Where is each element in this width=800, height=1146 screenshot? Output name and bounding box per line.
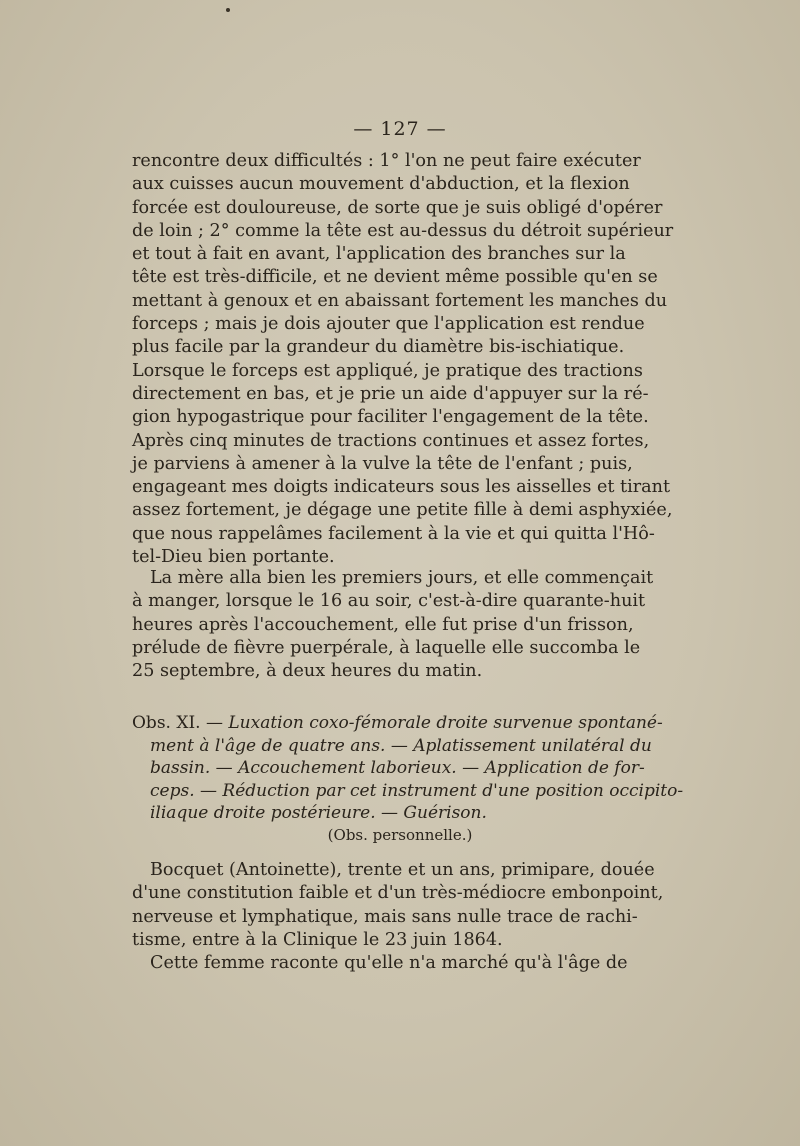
text-line: d'une constitution faible et d'un très-médiocre embonpoint, (132, 883, 664, 904)
observation-title: ment à l'âge de quatre ans. — Aplatissement unilatéral du (150, 735, 652, 756)
text-line: Bocquet (Antoinette), trente et un ans, primipare, douée (150, 860, 655, 880)
observation-title-line (132, 712, 663, 735)
text-line: Cette femme raconte qu'elle n'a marché qu'à l'âge de (150, 953, 628, 974)
observation-label: Obs. XI. — (132, 713, 229, 733)
text-line: à manger, lorsque le 16 au soir, c'est-à-dire quarante-huit (132, 591, 646, 612)
text-line: nerveuse et lymphatique, mais sans nulle trace de rachi- (132, 906, 638, 927)
text-line: gion hypogastrique pour faciliter l'engagement de la tête. (132, 407, 649, 428)
text-line: engageant mes doigts indicateurs sous les aisselles et tirant (132, 477, 671, 498)
observation-title: bassin. — Accouchement laborieux. — Application de for- (150, 758, 645, 779)
text-line: tel-Dieu bien portante. (132, 547, 335, 568)
text-line: heures après l'accouchement, elle fut prise d'un frisson, (132, 614, 634, 635)
observation-title-line (132, 757, 645, 780)
text-line: La mère alla bien les premiers jours, et elle commençait (150, 568, 654, 588)
observation-title: ceps. — Réduction par cet instrument d'une position occipito- (150, 780, 684, 801)
text-line: mettant à genoux et en abaissant fortement les manches du (132, 290, 668, 311)
text-line: aux cuisses aucun mouvement d'abduction, et la flexion (132, 174, 630, 195)
paragraph-outcome (132, 567, 654, 683)
text-line: Lorsque le forceps est appliqué, je pratique des tractions (132, 360, 643, 381)
text-line: assez fortement, je dégage une petite fille à demi asphyxiée, (132, 500, 673, 521)
text-line: plus facile par la grandeur du diamètre bis-ischiatique. (132, 337, 625, 358)
paragraph-patient-history (132, 859, 664, 975)
text-line: directement en bas, et je prie un aide d'appuyer sur la ré- (132, 383, 649, 404)
text-line: de loin ; 2° comme la tête est au-dessus du détroit supérieur (132, 220, 674, 241)
page-number: — 127 — (353, 118, 447, 140)
text-line: que nous rappelâmes facilement à la vie et qui quitta l'Hô- (132, 523, 655, 544)
text-line: je parviens à amener à la vulve la tête de l'enfant ; puis, (132, 453, 633, 474)
text-line: 25 septembre, à deux heures du matin. (132, 661, 483, 682)
text-line: tête est très-difficile, et ne devient même possible qu'en se (132, 267, 658, 288)
observation-title-line (132, 780, 684, 803)
text-line: Après cinq minutes de tractions continues et assez fortes, (132, 430, 650, 451)
text-line: prélude de fièvre puerpérale, à laquelle elle succomba le (132, 637, 641, 658)
observation-source: (Obs. personnelle.) (327, 826, 473, 844)
text-line: forceps ; mais je dois ajouter que l'application est rendue (132, 314, 645, 335)
paragraph-forceps-application (132, 150, 674, 569)
observation-title: Luxation coxo-fémorale droite survenue spontané- (228, 713, 663, 733)
text-line: et tout à fait en avant, l'application des branches sur la (132, 244, 626, 265)
observation-title-line (132, 735, 652, 758)
observation-title-line (132, 802, 586, 825)
observation-heading (132, 712, 684, 825)
text-line: tisme, entre à la Clinique le 23 juin 1864. (132, 929, 503, 950)
observation-title: iliaque droite postérieure. — Guérison. (150, 803, 487, 824)
text-line: rencontre deux difficultés : 1° l'on ne peut faire exécuter (132, 151, 641, 171)
ink-speck (226, 8, 230, 12)
text-line: forcée est douloureuse, de sorte que je suis obligé d'opérer (132, 197, 663, 218)
